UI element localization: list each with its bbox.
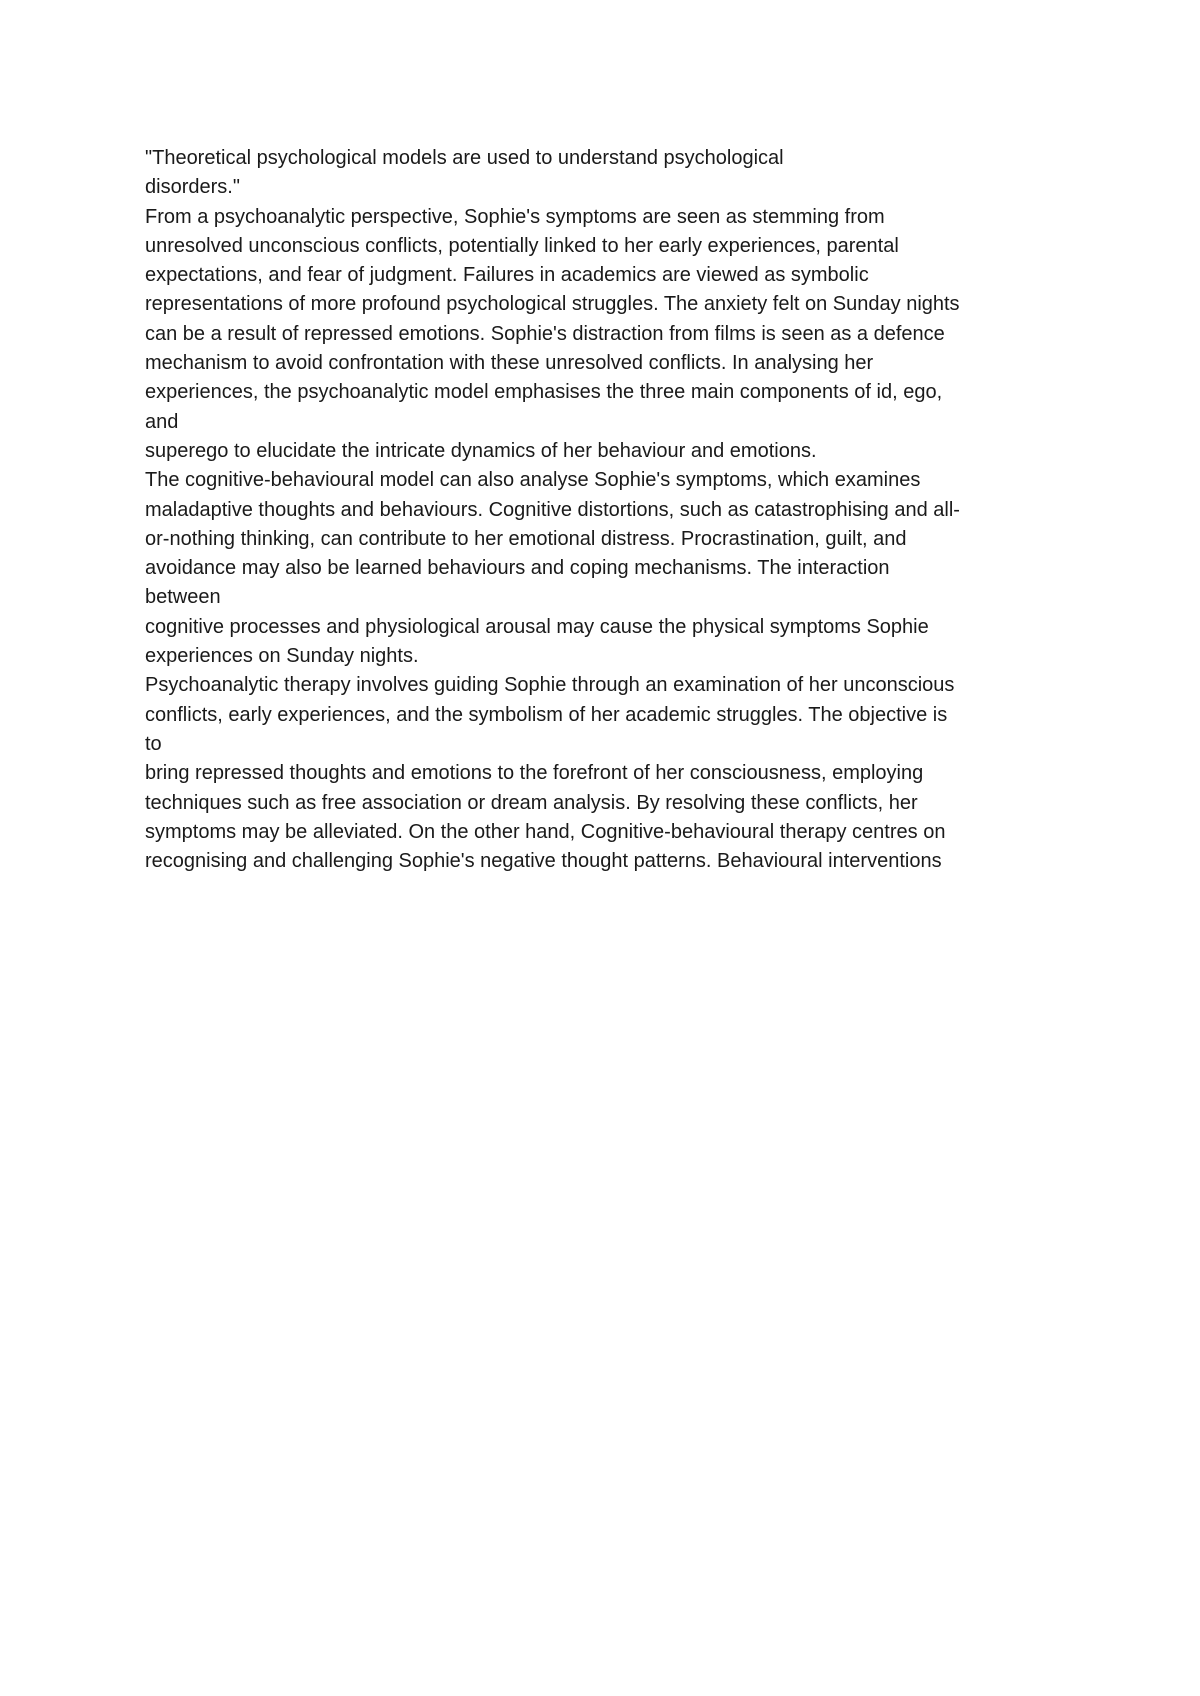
document-body-text (145, 144, 1145, 876)
text-line: Psychoanalytic therapy involves guiding Sophie through an examination of her unconscious (145, 674, 955, 697)
text-line: symptoms may be alleviated. On the other hand, Cognitive-behavioural therapy centres on (145, 820, 946, 843)
text-line: disorders." (145, 176, 240, 199)
text-line: can be a result of repressed emotions. Sophie's distraction from films is seen as a defence (145, 322, 945, 345)
text-line: superego to elucidate the intricate dynamics of her behaviour and emotions. (145, 439, 817, 462)
text-line: to (145, 732, 162, 755)
text-line: conflicts, early experiences, and the symbolism of her academic struggles. The objective is (145, 703, 948, 726)
text-line: representations of more profound psychological struggles. The anxiety felt on Sunday nights (145, 293, 960, 316)
text-line: "Theoretical psychological models are used to understand psychological (145, 147, 784, 169)
text-line: mechanism to avoid confrontation with these unresolved conflicts. In analysing her (145, 352, 874, 375)
text-line: bring repressed thoughts and emotions to the forefront of her consciousness, employing (145, 762, 924, 785)
text-line: unresolved unconscious conflicts, potentially linked to her early experiences, parental (145, 234, 899, 257)
text-line: cognitive processes and physiological arousal may cause the physical symptoms Sophie (145, 615, 929, 638)
text-line: techniques such as free association or dream analysis. By resolving these conflicts, her (145, 791, 918, 814)
text-line: The cognitive-behavioural model can also analyse Sophie's symptoms, which examines (145, 469, 921, 492)
text-line: From a psychoanalytic perspective, Sophie's symptoms are seen as stemming from (145, 205, 885, 228)
text-line: avoidance may also be learned behaviours and coping mechanisms. The interaction (145, 557, 890, 580)
text-line: between (145, 586, 221, 609)
text-line: and (145, 410, 179, 433)
text-line: recognising and challenging Sophie's negative thought patterns. Behavioural interventions (145, 850, 942, 873)
text-line: or-nothing thinking, can contribute to her emotional distress. Procrastination, guilt, and (145, 527, 907, 550)
text-line: expectations, and fear of judgment. Failures in academics are viewed as symbolic (145, 264, 869, 287)
text-line: maladaptive thoughts and behaviours. Cognitive distortions, such as catastrophising and all- (145, 498, 960, 521)
text-line: experiences, the psychoanalytic model emphasises the three main components of id, ego, (145, 381, 943, 404)
text-line: experiences on Sunday nights. (145, 645, 419, 668)
